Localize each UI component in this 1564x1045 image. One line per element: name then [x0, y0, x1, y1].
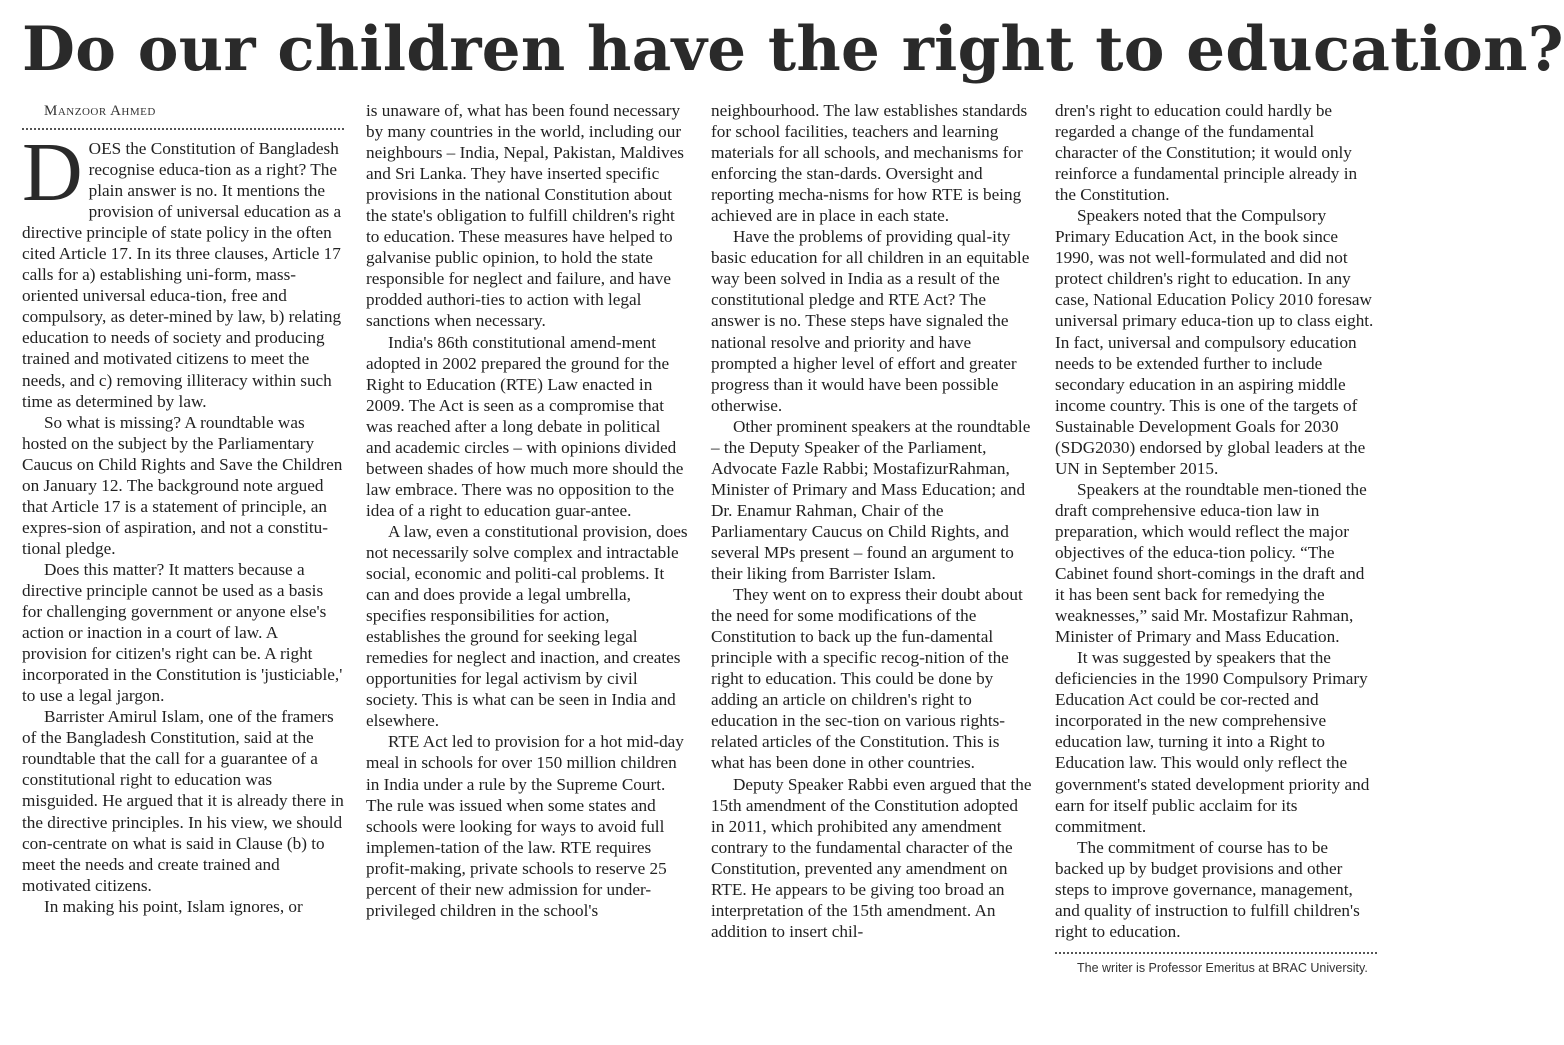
paragraph: India's 86th constitutional amend-ment adopted in 2002 prepared the ground for the Right to Education (RTE) Law enacted in 2009. The Act is seen as a compromise that was reached after a long debate in political and academic circles – with opinions divided between shades of how much more should the law embrace. There was no opposition to the idea of a right to education guar-antee. [366, 332, 684, 520]
paragraph: RTE Act led to provision for a hot mid-day meal in schools for over 150 million children in India under a rule by the Supreme Court. The rule was issued when some states and schools were looking for ways to avoid full implemen-tation of the law. RTE requires profit-making, private schools to reserve 25 percent of their new admission for under-privileged children in the school's [366, 732, 684, 920]
drop-cap: D [22, 126, 83, 219]
paragraph: It was suggested by speakers that the deficiencies in the 1990 Compulsory Primary Education Act could be cor-rected and incorporated in the new comprehensive education law, turning it into a Right to Education law. This would only reflect the government's stated development priority and earn for itself public acclaim for its commitment. [1055, 648, 1370, 836]
paragraph: Deputy Speaker Rabbi even argued that the 15th amendment of the Constitution adopted in 2011, which prohibited any amendment contrary to the fundamental character of the Constitution, prevented any amendment on RTE. He appears to be giving too broad an interpretation of the 15th amendment. An addition to insert chil- [711, 774, 1032, 941]
paragraph: Barrister Amirul Islam, one of the framers of the Bangladesh Constitution, said at the roundtable that the call for a guarantee of a constitutional right to education was misguided. He argued that it is already there in the directive principles. In his view, we should con-centrate on what is said in Clause (b) to meet the needs and create trained and motivated citizens. [22, 707, 344, 895]
paragraph: Have the problems of providing qual-ity basic education for all children in an equitable way been solved in India as a result of the constitutional pledge and RTE Act? The answer is no. These steps have signaled the national resolve and priority and have prompted a higher level of effort and greater progress than it would have been possible otherwise. [711, 227, 1030, 415]
paragraph: So what is missing? A roundtable was hosted on the subject by the Parliamentary Caucus on Child Rights and Save the Children on January 12. The background note argued that Article 17 is a statement of principle, an expres-sion of aspiration, and not a constitu-tional pledge. [22, 412, 343, 558]
lead-paragraph [22, 126, 344, 412]
footer-divider [1055, 952, 1377, 954]
column-1 [22, 100, 344, 917]
column-2 [366, 100, 688, 921]
lead-text: OES the Constitution of Bangladesh recognise educa-tion as a right? The plain answer is no. It mentions the provision of universal education as a directive principle of state policy in the often cited Article 17. In its three clauses, Article 17 calls for a) establishing uni-form, mass-oriented universal educa-tion, free and compulsory, as deter-mined by law, b) relating education to needs of society and producing trained and motivated citizens to meet the needs, and c) removing illiteracy within such time as determined by law. [22, 139, 342, 411]
paragraph: The commitment of course has to be backed up by budget provisions and other steps to improve governance, management, and quality of instruction to fulfill children's right to education. [1055, 837, 1360, 941]
paragraph: A law, even a constitutional provision, does not necessarily solve complex and intractable social, economic and politi-cal problems. It can and does provide a legal umbrella, specifies responsibilities for action, establishes the ground for seeking legal remedies for neglect and inaction, and creates opportunities for legal activism by civil society. This is what can be seen in India and elsewhere. [366, 521, 688, 731]
paragraph: Speakers at the roundtable men-tioned the draft comprehensive educa-tion law in preparation, which would reflect the major objectives of the educa-tion policy. “The Cabinet found short-comings in the draft and it has been sent back for remedying the weaknesses,” said Mr. Mostafizur Rahman, Minister of Primary and Mass Education. [1055, 479, 1367, 647]
writer-note: The writer is Professor Emeritus at BRAC University. [1077, 960, 1368, 975]
paragraph: is unaware of, what has been found necessary by many countries in the world, including our neighbours – India, Nepal, Pakistan, Maldives and Sri Lanka. They have inserted specific provisions in the national Constitution about the state's obligation to fulfill children's right to education. These measures have helped to galvanise public opinion, to hold the state responsible for neglect and failure, and have prodded authori-ties to action with legal sanctions when necessary. [366, 101, 684, 331]
headline: Do our children have the right to education? [22, 14, 1564, 85]
paragraph: Does this matter? It matters because a directive principle cannot be used as a basis for challenging government or anyone else's action or inaction in a court of law. A provision for citizen's right can be. A right incorporated in the Constitution is 'justiciable,' to use a legal jargon. [22, 559, 343, 706]
paragraph: Speakers noted that the Compulsory Primary Education Act, in the book since 1990, was not well-formulated and did not protect children's right to education. In any case, National Education Policy 2010 foresaw universal primary educa-tion up to class eight. In fact, universal and compulsory education needs to be extended further to include secondary education in an aspiring middle income country. This is one of the targets of Sustainable Development Goals for 2030 (SDG2030) endorsed by global leaders at the UN in September 2015. [1055, 206, 1374, 478]
paragraph: They went on to express their doubt about the need for some modifications of the Constitution to back up the fun-damental principle with a specific recog-nition of the right to education. This could be done by adding an article on children's right to education in the sec-tion on various rights-related articles of the Constitution. This is what has been done in other countries. [711, 585, 1023, 773]
byline: Manzoor Ahmed [44, 103, 156, 119]
column-4 [1055, 100, 1377, 976]
paragraph: Other prominent speakers at the roundtable – the Deputy Speaker of the Parliament, Advocate Fazle Rabbi; MostafizurRahman, Minister of Primary and Mass Education; and Dr. Enamur Rahman, Chair of the Parliamentary Caucus on Child Rights, and several MPs present – found an argument to their liking from Barrister Islam. [711, 416, 1031, 584]
column-3 [711, 100, 1033, 942]
paragraph: dren's right to education could hardly be regarded a change of the fundamental character of the Constitution; it would only reinforce a fundamental principle already in the Constitution. [1055, 101, 1358, 205]
paragraph: neighbourhood. The law establishes standards for school facilities, teachers and learning materials for all schools, and mechanisms for enforcing the stan-dards. Oversight and reporting mecha-nisms for how RTE is being achieved are in place in each state. [711, 101, 1028, 226]
paragraph: In making his point, Islam ignores, or [44, 896, 303, 916]
